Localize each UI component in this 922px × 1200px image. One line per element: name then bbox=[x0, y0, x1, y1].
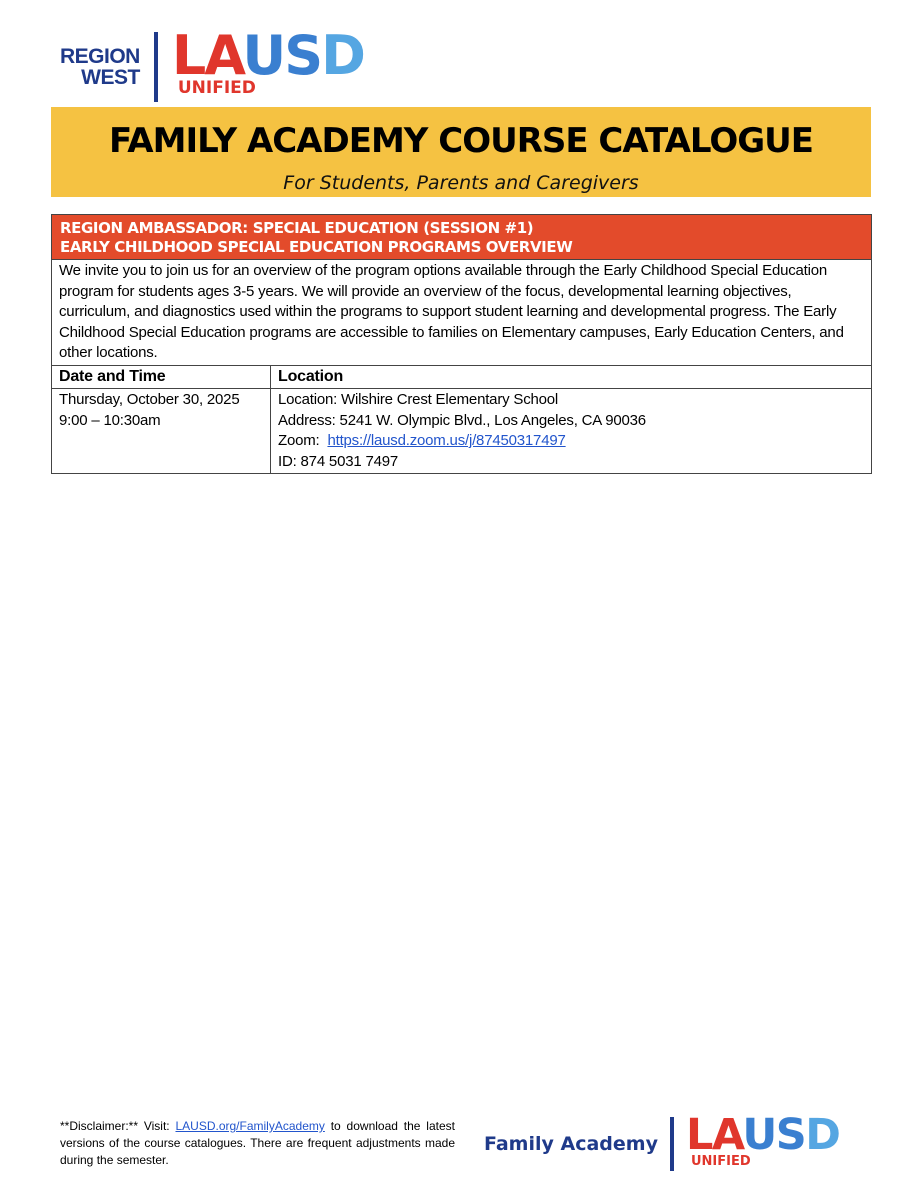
course-heading-line-2: EARLY CHILDHOOD SPECIAL EDUCATION PROGRAMS OVERVIEW bbox=[60, 238, 573, 256]
logo-divider bbox=[154, 32, 158, 102]
location-header: Location bbox=[271, 366, 871, 390]
footer-lausd-logo bbox=[685, 1110, 861, 1172]
date-time-cell bbox=[52, 389, 271, 473]
lausd-letter-s: S bbox=[284, 24, 322, 87]
region-line-2: WEST bbox=[81, 66, 140, 89]
lausd-letter-l: L bbox=[171, 24, 205, 87]
lausd-logo bbox=[171, 24, 397, 102]
lausd-wordmark bbox=[171, 24, 364, 87]
title-band bbox=[51, 107, 871, 197]
lausd-letter-u: U bbox=[242, 24, 285, 87]
footer-unified-label: UNIFIED bbox=[690, 1154, 751, 1169]
footer-lausd-letter-l: L bbox=[685, 1110, 712, 1160]
course-heading bbox=[52, 215, 871, 259]
disclaimer bbox=[60, 1118, 455, 1169]
session-time: 9:00 – 10:30am bbox=[59, 411, 161, 429]
unified-label: UNIFIED bbox=[177, 78, 256, 98]
footer-logo-divider bbox=[670, 1117, 674, 1171]
family-academy-logo bbox=[484, 1110, 861, 1172]
date-time-header: Date and Time bbox=[52, 366, 271, 390]
region-west-logo bbox=[60, 24, 397, 102]
course-heading-line-1: REGION AMBASSADOR: SPECIAL EDUCATION (SESSION #1) bbox=[60, 219, 534, 237]
lausd-letter-a: A bbox=[204, 24, 243, 87]
page-title: FAMILY ACADEMY COURSE CATALOGUE bbox=[108, 121, 814, 161]
zoom-link[interactable]: https://lausd.zoom.us/j/87450317497 bbox=[327, 432, 566, 449]
lausd-letter-d: D bbox=[321, 24, 364, 87]
footer-lausd-letter-d: D bbox=[805, 1110, 840, 1160]
session-date: Thursday, October 30, 2025 bbox=[59, 391, 240, 408]
zoom-id: ID: 874 5031 7497 bbox=[278, 452, 399, 470]
zoom-line bbox=[278, 431, 864, 452]
zoom-label: Zoom: bbox=[278, 432, 328, 449]
page-subtitle: For Students, Parents and Caregivers bbox=[283, 172, 639, 194]
footer-lausd-wordmark bbox=[685, 1110, 840, 1160]
disclaimer-suffix: to download the latest versions of the course catalogues. There are frequent adjustments made during the semester. bbox=[60, 1119, 455, 1167]
footer-lausd-letter-s: S bbox=[775, 1110, 806, 1160]
family-academy-label: Family Academy bbox=[484, 1133, 658, 1155]
location-name: Location: Wilshire Crest Elementary School bbox=[278, 391, 559, 408]
course-details-grid bbox=[52, 365, 871, 474]
course-table bbox=[51, 214, 872, 474]
region-line-1: REGION bbox=[60, 45, 140, 68]
footer-lausd-letter-u: U bbox=[742, 1110, 776, 1160]
family-academy-link[interactable]: LAUSD.org/FamilyAcademy bbox=[175, 1119, 325, 1133]
course-description: We invite you to join us for an overview of the program options available through the Early Childhood Special Education program for students ages 3-5 years. We will provide an overview of the focus, developmental learning objectives, curriculum, and diagnostics used within the programs to support student learning and developmental progress. The Early Childhood Special Education programs are accessible to families on Elementary campuses, Early Education Centers, and other locations. bbox=[52, 259, 871, 365]
location-address: Address: 5241 W. Olympic Blvd., Los Angeles, CA 90036 bbox=[278, 411, 646, 429]
location-cell bbox=[271, 389, 871, 473]
footer-lausd-letter-a: A bbox=[711, 1110, 743, 1160]
region-label bbox=[60, 46, 140, 88]
disclaimer-prefix: **Disclaimer:** Visit: bbox=[60, 1119, 176, 1133]
